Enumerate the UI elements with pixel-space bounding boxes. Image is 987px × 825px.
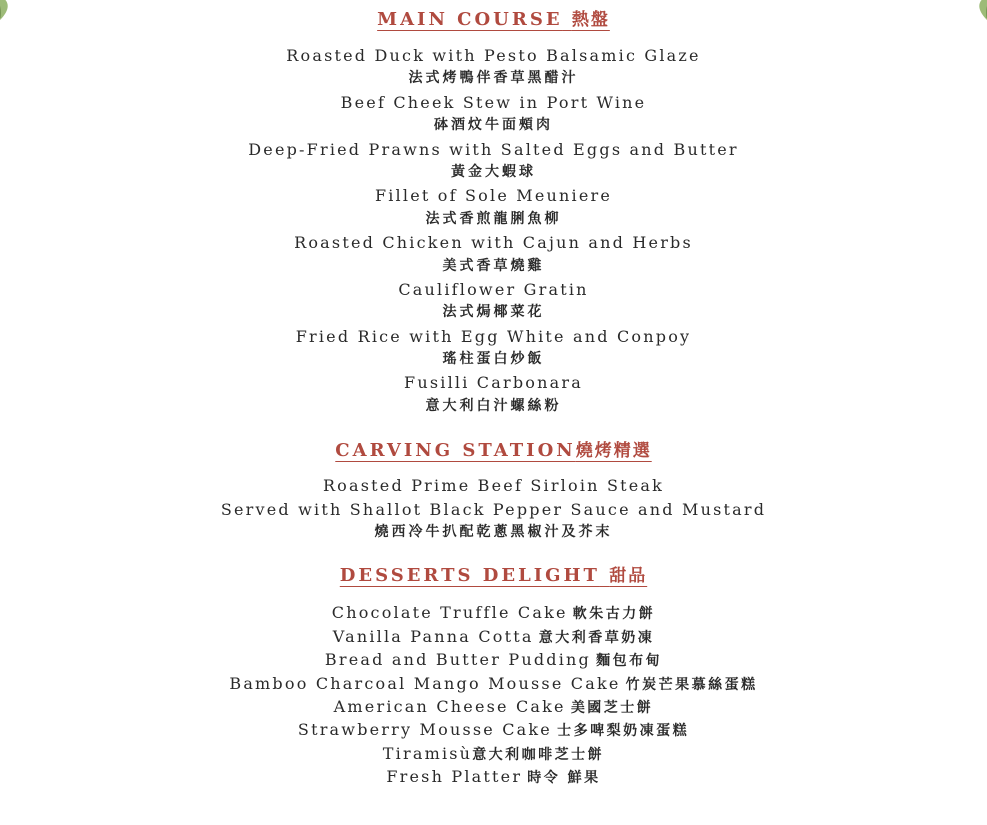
dessert-en: Strawberry Mousse Cake [297, 720, 552, 740]
dessert-zh: 竹炭芒果慕絲蛋糕 [625, 676, 758, 693]
dish-zh: 瑤柱蛋白炒飯 [442, 351, 545, 368]
carving-station-title-en: CARVING STATION [335, 440, 576, 462]
dessert-en: Tiramisù [382, 743, 473, 763]
dish-zh: 意大利白汁螺絲粉 [425, 397, 562, 414]
carving-station-section [0, 438, 987, 544]
dish-en: Beef Cheek Stew in Port Wine [340, 92, 647, 112]
carving-station-heading [335, 438, 651, 464]
desserts-heading [340, 563, 647, 589]
dessert-en: Chocolate Truffle Cake [331, 603, 568, 623]
dessert-zh: 軟朱古力餅 [572, 606, 656, 623]
dessert-zh: 意大利咖啡芝士餅 [472, 746, 605, 763]
dessert-zh: 士多啤梨奶凍蛋糕 [557, 723, 690, 740]
carving-sauce-en: Served with Shallot Black Pepper Sauce and Mustard [220, 499, 767, 519]
dessert-en: Bamboo Charcoal Mango Mousse Cake [229, 673, 621, 693]
dessert-item [0, 672, 987, 695]
dish-zh: 法式焗椰菜花 [442, 304, 545, 321]
dessert-item [0, 601, 987, 624]
dish-en: Deep-Fried Prawns with Salted Eggs and Butter [248, 139, 739, 159]
carving-dish-zh: 燒西冷牛扒配乾蔥黑椒汁及芥末 [374, 524, 613, 541]
dish-en: Roasted Chicken with Cajun and Herbs [294, 233, 693, 253]
main-course-heading [377, 7, 610, 33]
dish-zh: 砵酒炆牛面頰肉 [434, 117, 553, 134]
dessert-item [0, 648, 987, 671]
desserts-section [0, 563, 987, 788]
dessert-item [0, 765, 987, 788]
carving-station-title-zh: 燒烤精選 [575, 441, 652, 462]
dessert-zh: 美國芝士餅 [570, 699, 654, 716]
dessert-zh: 時令 鮮果 [527, 770, 601, 787]
dessert-en: Vanilla Panna Cotta [332, 626, 534, 646]
dish-en: Roasted Duck with Pesto Balsamic Glaze [286, 46, 701, 65]
dish-zh: 美式香草燒雞 [442, 257, 545, 274]
dessert-en: Fresh Platter [386, 767, 523, 787]
dish-en: Cauliflower Gratin [398, 279, 589, 299]
dish-zh: 法式香煎龍脷魚柳 [425, 210, 562, 227]
dessert-item [0, 742, 987, 765]
dessert-item [0, 625, 987, 648]
dish-zh: 黃金大蝦球 [451, 163, 536, 180]
dessert-item [0, 718, 987, 741]
dish-en: Fillet of Sole Meuniere [374, 186, 613, 206]
dish-en: Fried Rice with Egg White and Conpoy [295, 326, 692, 346]
carving-dish-en: Roasted Prime Beef Sirloin Steak [322, 476, 665, 496]
dish-en: Fusilli Carbonara [404, 373, 583, 393]
dessert-zh: 意大利香草奶凍 [538, 629, 655, 646]
dessert-zh: 麵包布甸 [596, 653, 663, 670]
dish-zh: 法式烤鴨伴香草黑醋汁 [408, 70, 579, 87]
desserts-title-en: DESSERTS DELIGHT [339, 565, 600, 587]
dessert-en: Bread and Butter Pudding [324, 650, 591, 670]
main-course-title-en: MAIN COURSE [377, 9, 563, 30]
desserts-title-zh: 甜品 [609, 566, 648, 587]
carving-station-list [0, 474, 987, 544]
main-course-title-zh: 熱盤 [571, 10, 610, 30]
desserts-list [0, 601, 987, 788]
dessert-item [0, 695, 987, 718]
dessert-en: American Cheese Cake [333, 696, 566, 716]
main-course-list [0, 44, 987, 418]
